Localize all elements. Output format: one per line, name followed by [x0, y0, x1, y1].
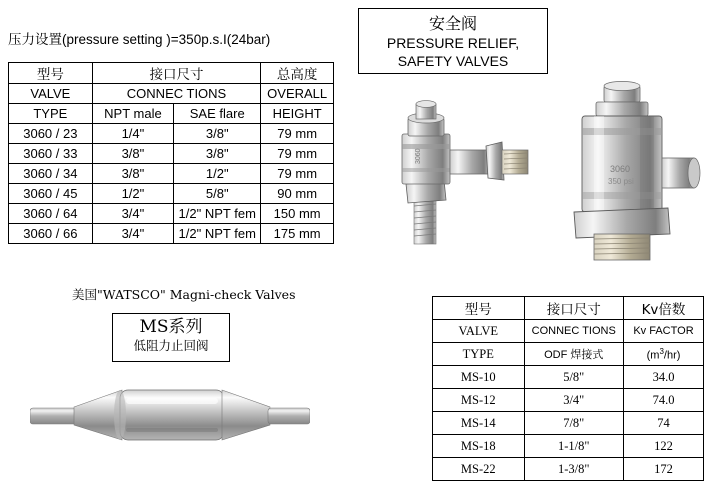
header-height-en2: HEIGHT	[261, 104, 334, 124]
cell-height: 79 mm	[261, 144, 334, 164]
pressure-setting-caption: 压力设置(pressure setting )=350p.s.I(24bar)	[8, 32, 271, 47]
cell-valve-type: 3060 / 66	[9, 224, 93, 244]
safety-valve-title-en-line1: PRESSURE RELIEF,	[386, 35, 520, 51]
valve-spec-table	[8, 62, 334, 244]
header-kv-factor-cn: Kv倍数	[624, 297, 704, 320]
header-kv-valve-type-en2: TYPE	[433, 343, 525, 366]
ms-series-title-box	[112, 313, 230, 362]
header-valve-type-en1: VALVE	[9, 84, 93, 104]
kv-factor-table-wrapper	[432, 296, 704, 481]
table-row	[433, 366, 704, 389]
ms-check-valve-photo	[30, 378, 310, 452]
left-valve-illustration	[402, 101, 528, 244]
header-height-en1: OVERALL	[261, 84, 334, 104]
table-header-row-2	[433, 320, 704, 343]
cell-valve-type: 3060 / 34	[9, 164, 93, 184]
header-connections-en: CONNEC TIONS	[92, 84, 261, 104]
cell-kv-factor: 122	[624, 435, 704, 458]
cell-kv-connection: 1-1/8"	[524, 435, 624, 458]
cell-height: 150 mm	[261, 204, 334, 224]
table-row	[9, 144, 334, 164]
cell-kv-connection: 3/4"	[524, 389, 624, 412]
cell-kv-connection: 1-3/8"	[524, 458, 624, 481]
table-row	[433, 435, 704, 458]
header-valve-type-cn: 型号	[9, 63, 93, 84]
cell-valve-type: 3060 / 64	[9, 204, 93, 224]
cell-npt: 1/4"	[92, 124, 173, 144]
table-row	[9, 204, 334, 224]
watsco-caption: 美国"WATSCO" Magni-check Valves	[72, 287, 296, 302]
header-sae-flare: SAE flare	[174, 104, 261, 124]
cell-kv-factor: 34.0	[624, 366, 704, 389]
ms-series-title-line1: MS系列	[139, 317, 203, 337]
right-valve-illustration	[574, 81, 700, 260]
header-npt-male: NPT male	[92, 104, 173, 124]
cell-npt: 3/4"	[92, 224, 173, 244]
table-header-row-2	[9, 84, 334, 104]
cell-kv-valve-type: MS-22	[433, 458, 525, 481]
table-row	[433, 389, 704, 412]
table-row	[9, 184, 334, 204]
table-header-row-3	[9, 104, 334, 124]
table-header-row-3	[433, 343, 704, 366]
safety-valve-photo	[368, 72, 704, 262]
cell-sae: 1/2" NPT fem	[174, 204, 261, 224]
header-kv-connections-en2: ODF 焊接式	[524, 343, 624, 366]
cell-kv-factor: 172	[624, 458, 704, 481]
header-height-cn: 总高度	[261, 63, 334, 84]
table-header-row-1	[9, 63, 334, 84]
header-connections-cn: 接口尺寸	[92, 63, 261, 84]
cell-valve-type: 3060 / 23	[9, 124, 93, 144]
cell-height: 79 mm	[261, 124, 334, 144]
header-kv-valve-type-en1: VALVE	[433, 320, 525, 343]
cell-kv-connection: 7/8"	[524, 412, 624, 435]
header-kv-connections-en1: CONNEC TIONS	[524, 320, 624, 343]
table-header-row-1	[433, 297, 704, 320]
cell-npt: 3/8"	[92, 164, 173, 184]
cell-sae: 3/8"	[174, 124, 261, 144]
cell-valve-type: 3060 / 45	[9, 184, 93, 204]
svg-text:3060: 3060	[610, 164, 631, 174]
table-row	[9, 124, 334, 144]
cell-height: 90 mm	[261, 184, 334, 204]
cell-sae: 1/2" NPT fem	[174, 224, 261, 244]
cell-kv-factor: 74.0	[624, 389, 704, 412]
header-kv-factor-en1: Kv FACTOR	[624, 320, 704, 343]
cell-sae: 5/8"	[174, 184, 261, 204]
cell-npt: 3/4"	[92, 204, 173, 224]
cell-height: 175 mm	[261, 224, 334, 244]
header-kv-valve-type-cn: 型号	[433, 297, 525, 320]
header-kv-factor-units: $(m^3/hr)$	[624, 343, 704, 366]
cell-kv-valve-type: MS-10	[433, 366, 525, 389]
ms-series-title-line2: 低阻力止回阀	[133, 338, 209, 353]
svg-text:3060: 3060	[415, 148, 422, 164]
cell-kv-valve-type: MS-14	[433, 412, 525, 435]
cell-sae: 1/2"	[174, 164, 261, 184]
cell-kv-factor: 74	[624, 412, 704, 435]
table-row	[9, 164, 334, 184]
kv-factor-table	[432, 296, 704, 481]
cell-npt: 3/8"	[92, 144, 173, 164]
cell-sae: 3/8"	[174, 144, 261, 164]
cell-height: 79 mm	[261, 164, 334, 184]
cell-kv-valve-type: MS-18	[433, 435, 525, 458]
cell-npt: 1/2"	[92, 184, 173, 204]
cell-kv-valve-type: MS-12	[433, 389, 525, 412]
safety-valve-title-box	[358, 8, 548, 74]
valve-spec-table-wrapper	[8, 62, 334, 244]
cell-valve-type: 3060 / 33	[9, 144, 93, 164]
header-kv-connections-cn: 接口尺寸	[524, 297, 624, 320]
svg-text:350 psi: 350 psi	[608, 177, 634, 186]
header-valve-type-en2: TYPE	[9, 104, 93, 124]
safety-valve-title-en-line2: SAFETY VALVES	[397, 53, 509, 69]
safety-valve-title-cn: 安全阀	[428, 14, 477, 33]
cell-kv-connection: 5/8"	[524, 366, 624, 389]
table-row	[9, 224, 334, 244]
table-row	[433, 458, 704, 481]
table-row	[433, 412, 704, 435]
